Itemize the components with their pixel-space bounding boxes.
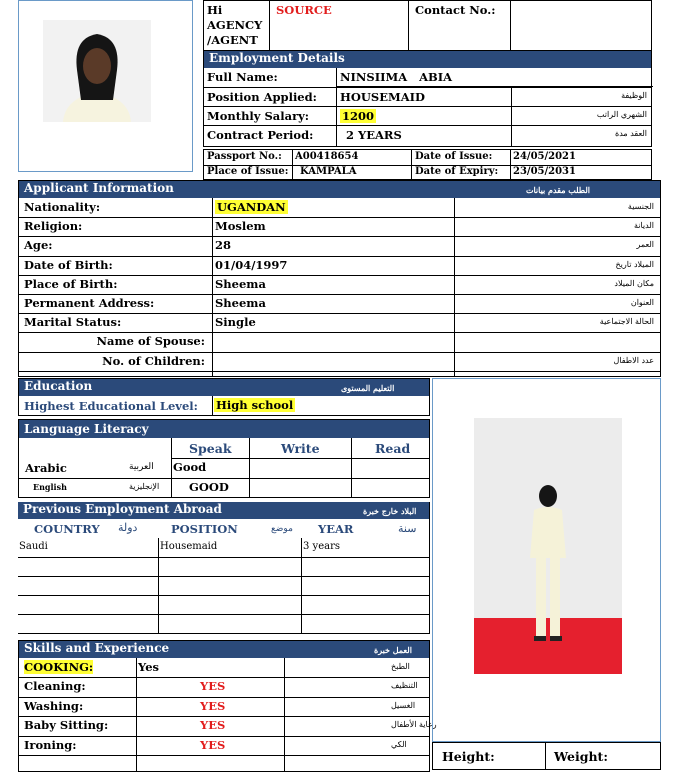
contract-arabic: العقد مدة (615, 129, 647, 138)
portrait-photo-frame (18, 0, 193, 172)
applicant-row-arabic: عدد الاطفال (613, 355, 654, 365)
applicant-row (19, 256, 660, 276)
skills-title-arabic: العمل خبرة (374, 645, 412, 655)
applicant-title-arabic: الطلب مقدم بيانات (525, 185, 590, 195)
previous-title-arabic: البلاد خارج خبرة (363, 506, 417, 516)
full-name-value: NINSIIMA ABIA (340, 70, 453, 84)
applicant-row-arabic: العمر (636, 240, 654, 250)
language-arabic-label: Arabic (25, 461, 67, 475)
position-arabic: الوظيفة (621, 91, 647, 100)
applicant-row-value: Sheema (215, 296, 266, 310)
language-speak-header: Speak (189, 441, 232, 456)
applicant-row-arabic: الجنسية (627, 202, 654, 211)
applicant-row-label: Permanent Address: (24, 296, 155, 310)
education-title-ar2: التعليم (373, 383, 395, 393)
prev-position-ar: موضع (271, 524, 293, 534)
previous-employment (18, 502, 430, 634)
applicant-row-value: Moslem (215, 219, 266, 234)
prev-position-header: POSITION (171, 522, 238, 536)
salary-value: 1200 (342, 109, 375, 123)
skills-header (19, 641, 429, 658)
skills-title: Skills and Experience (24, 641, 170, 655)
prev-row-country: Saudi (19, 541, 48, 552)
skill-label: COOKING: (24, 660, 94, 674)
applicant-row-label: Age: (24, 238, 53, 253)
education-title: Education (24, 379, 93, 393)
language-arabic-ar: العربية (129, 462, 154, 472)
previous-title: Previous Employment Abroad (23, 502, 222, 516)
position-value: HOUSEMAID (340, 90, 425, 104)
applicant-row-arabic: الحالة الاجتماعية (599, 317, 654, 327)
education-section (18, 378, 430, 416)
salary-arabic: الشهري الراتب (596, 110, 647, 119)
language-section (18, 419, 430, 498)
contact-label: Contact No.: (415, 3, 496, 17)
applicant-information (18, 180, 661, 377)
applicant-title: Applicant Information (24, 181, 174, 195)
applicant-row-arabic: العنوان (630, 298, 654, 307)
passport-value: A00418654 (295, 151, 359, 162)
education-level-label: Highest Educational Level: (24, 399, 198, 413)
education-level-value: High school (216, 398, 294, 412)
applicant-row-value: Sheema (215, 276, 266, 291)
applicant-row-label: Name of Spouse: (96, 334, 205, 349)
contract-label: Contract Period: (207, 128, 314, 142)
prev-year-ar: سنة (398, 522, 417, 535)
applicant-row (19, 217, 660, 237)
applicant-row-label: Religion: (24, 219, 83, 234)
language-read-header: Read (375, 441, 411, 456)
applicant-row-value: 01/04/1997 (215, 257, 288, 272)
skill-value: YES (200, 718, 226, 733)
weight-label: Weight: (554, 749, 608, 764)
passport-box (203, 149, 652, 180)
height-weight-box (432, 742, 661, 770)
salary-label: Monthly Salary: (207, 109, 310, 123)
prev-row-year: 3 years (303, 541, 340, 552)
employment-details (203, 51, 652, 147)
height-label: Height: (442, 749, 495, 764)
applicant-header (19, 181, 660, 198)
applicant-rows (19, 198, 660, 376)
applicant-row-label: Nationality: (24, 200, 101, 214)
issue-date-value: 24/05/2021 (513, 151, 576, 162)
full-name-label: Full Name: (207, 70, 278, 84)
skill-label: Washing: (24, 698, 84, 713)
skill-arabic: رعاية الأطفال (391, 720, 437, 730)
language-english-speak: GOOD (189, 480, 229, 494)
prev-country-header: COUNTRY (34, 522, 100, 536)
place-issue-label: Place of Issue: (207, 166, 289, 177)
applicant-row-label: No. of Children: (102, 353, 205, 368)
applicant-row-label: Date of Birth: (24, 257, 113, 272)
language-arabic-speak: Good (173, 460, 207, 474)
applicant-row (19, 236, 660, 256)
employment-details-header: Employment Details (204, 51, 651, 68)
education-title-ar1: المستوى (341, 383, 371, 393)
expiry-label: Date of Expiry: (415, 166, 499, 177)
agency-label: Hi AGENCY /AGENT (207, 3, 263, 47)
language-english-label: English (33, 482, 67, 492)
skill-value: YES (200, 679, 226, 694)
expiry-value: 23/05/2031 (513, 166, 576, 177)
position-label: Position Applied: (207, 90, 317, 104)
applicant-row-label: Marital Status: (24, 315, 122, 330)
issue-date-label: Date of Issue: (415, 151, 493, 162)
language-header: Language Literacy (19, 420, 429, 438)
applicant-row (19, 198, 660, 218)
skill-arabic: الغسيل (391, 700, 416, 710)
skill-label: Baby Sitting: (24, 718, 109, 733)
prev-year-header: YEAR (318, 522, 354, 536)
skill-arabic: الكي (391, 739, 407, 749)
skill-value: Yes (138, 660, 160, 674)
applicant-row-value: UGANDAN (217, 200, 286, 214)
education-header (19, 379, 429, 396)
prev-country-ar: دولة (118, 521, 138, 534)
top-header (203, 0, 652, 51)
applicant-row-arabic: الميلاد تاريخ (615, 259, 654, 269)
applicant-row-value: 28 (215, 238, 232, 253)
contract-value: 2 YEARS (346, 128, 402, 142)
skill-value: YES (200, 737, 226, 752)
skill-value: YES (200, 698, 226, 713)
language-english-ar: الإنجليزية (129, 482, 160, 491)
full-body-photo-frame (432, 378, 661, 742)
skill-label: Cleaning: (24, 679, 86, 694)
portrait-photo (43, 20, 151, 122)
passport-label: Passport No.: (207, 151, 282, 162)
language-write-header: Write (281, 441, 320, 456)
skills-section (18, 640, 437, 772)
source-label: SOURCE (276, 3, 332, 17)
applicant-row-arabic: مكان الميلاد (614, 278, 654, 288)
skill-arabic: التنظيف (391, 681, 418, 691)
applicant-row-label: Place of Birth: (24, 276, 118, 291)
prev-row-position: Housemaid (160, 541, 218, 552)
applicant-row-arabic: الديانة (633, 221, 654, 231)
previous-header (18, 502, 429, 519)
applicant-row-value: Single (215, 315, 256, 330)
place-issue-value: KAMPALA (300, 166, 357, 177)
skill-label: Ironing: (24, 737, 77, 752)
skills-rows (19, 658, 437, 772)
full-body-photo (474, 418, 622, 674)
skill-arabic: الطبخ (391, 662, 410, 671)
